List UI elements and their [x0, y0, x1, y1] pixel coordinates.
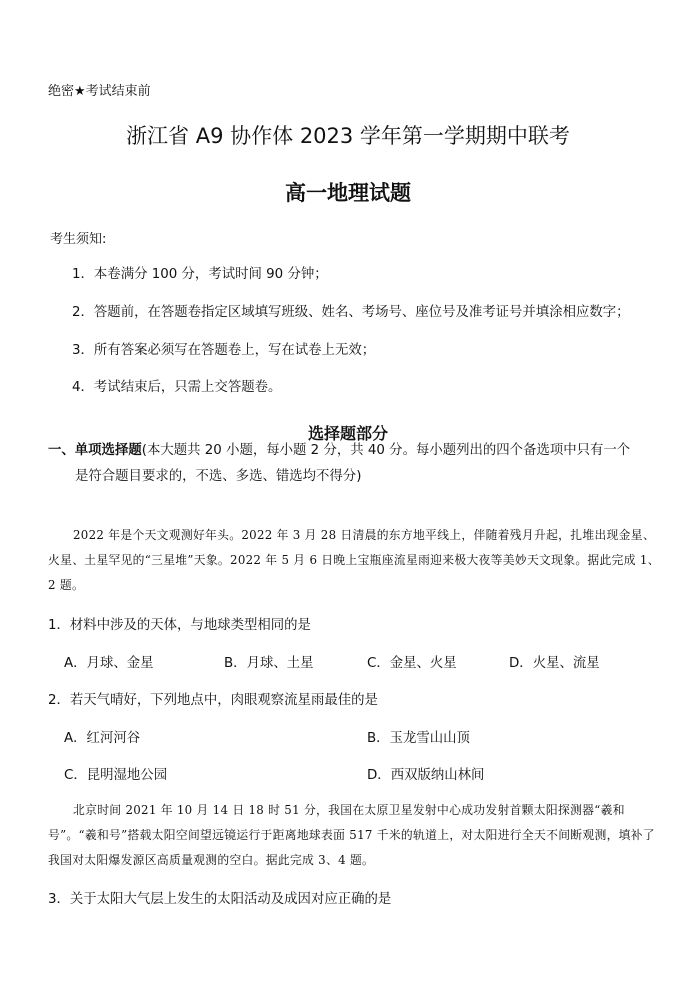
reading-passage-2: 北京时间 2021 年 10 月 14 日 18 时 51 分，我国在太原卫星发射中心成功发射首颗太阳探测器“羲和号”。“羲和号”搭载太阳空间望远镜运行于距离地球表面 517 千米的轨道上，对太阳进行全天不间断观测，填补了我国对太阳爆发源区高质量观测的空白。据此完成 3、4 题。 — [48, 803, 655, 867]
notice-item: 3．所有答案必须写在答题卷上，写在试卷上无效； — [72, 343, 376, 358]
question-2-stem: 2．若天气晴好，下列地点中，肉眼观察流星雨最佳的是 — [48, 693, 378, 708]
part-description-cont: 是符合题目要求的，不选、多选、错选均不得分) — [75, 469, 362, 484]
q2-option-b: B．玉龙雪山山顶 — [367, 731, 470, 746]
q1-option-b: B．月球、土星 — [224, 656, 314, 671]
question-3-stem: 3．关于太阳大气层上发生的太阳活动及成因对应正确的是 — [48, 892, 392, 907]
q1-option-d: D．火星、流星 — [509, 656, 600, 671]
part-instructions — [48, 438, 663, 490]
exam-title: 浙江省 A9 协作体 2023 学年第一学期期中联考 — [126, 124, 570, 148]
q1-option-c: C．金星、火星 — [367, 656, 457, 671]
question-1-stem: 1．材料中涉及的天体，与地球类型相同的是 — [48, 618, 311, 633]
notice-item: 1．本卷满分 100 分，考试时间 90 分钟； — [72, 267, 328, 282]
notice-heading: 考生须知: — [50, 232, 107, 247]
part-label: 一、单项选择题 — [48, 443, 142, 458]
notice-item: 2．答题前，在答题卷指定区域填写班级、姓名、考场号、座位号及准考证号并填涂相应数字； — [72, 305, 630, 320]
notice-item: 4．考试结束后，只需上交答题卷。 — [72, 380, 282, 395]
confidential-label: 绝密★考试结束前 — [48, 84, 151, 99]
reading-passage-1: 2022 年是个天文观测好年头。2022 年 3 月 28 日清晨的东方地平线上，伴随着残月升起，扎堆出现金星、火星、土星罕见的“三星堆”天象。2022 年 5 月 6 日晚上宝瓶座流星雨迎来极大夜等美妙天文现象。据此完成 1、2 题。 — [48, 528, 660, 592]
section-title: 选择题部分 — [307, 424, 388, 443]
q1-option-a: A．月球、金星 — [64, 656, 154, 671]
q2-option-d: D．西双版纳山林间 — [367, 768, 485, 783]
q2-option-c: C．昆明湿地公园 — [64, 768, 168, 783]
subject-title: 高一地理试题 — [285, 181, 411, 205]
q2-option-a: A．红河河谷 — [64, 731, 141, 746]
part-description: (本大题共 20 小题，每小题 2 分，共 40 分。每小题列出的四个备选项中只有一个 — [141, 443, 631, 458]
